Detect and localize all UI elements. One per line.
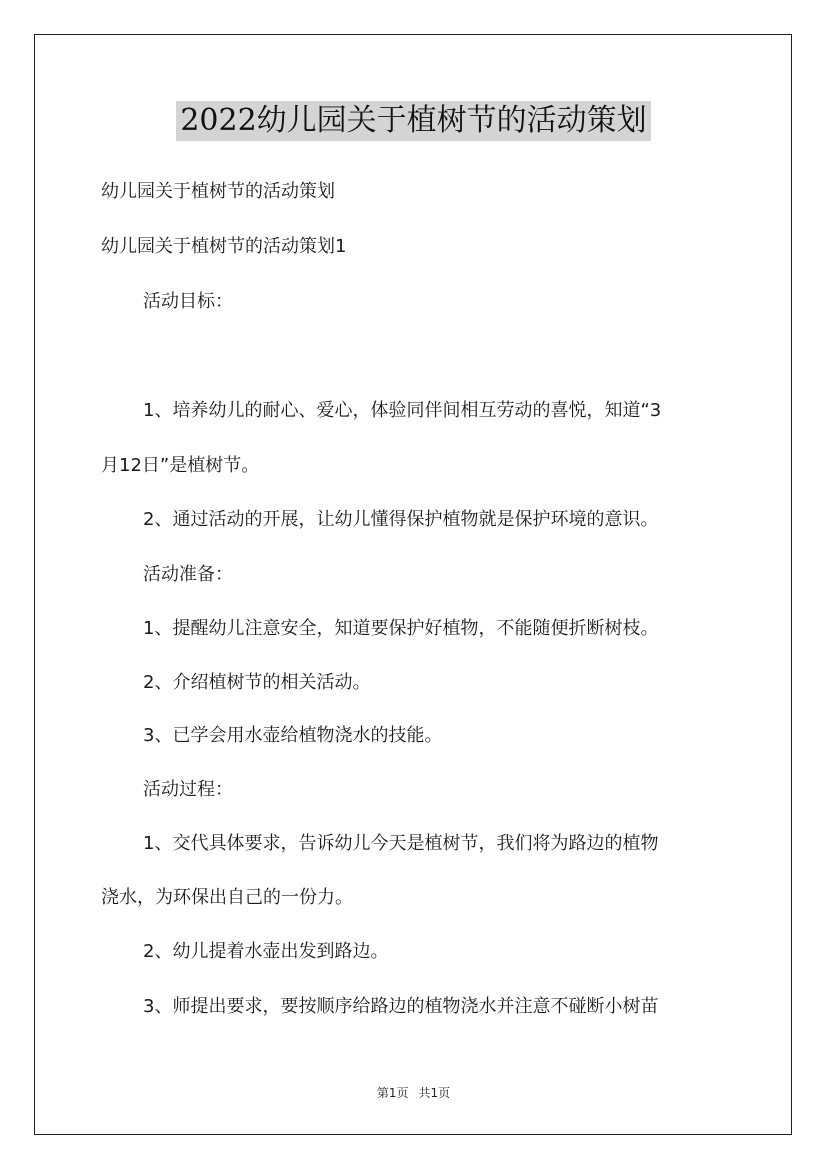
goal-2: 2、通过活动的开展，让幼儿懂得保护植物就是保护环境的意识。 bbox=[143, 509, 659, 530]
prep-3: 3、已学会用水壶给植物浇水的技能。 bbox=[143, 725, 443, 746]
subtitle-line: 幼儿园关于植树节的活动策划 bbox=[101, 181, 335, 202]
goal-1-line-1: 1、培养幼儿的耐心、爱心，体验同伴间相互劳动的喜悦，知道“3 bbox=[143, 400, 662, 421]
prep-2: 2、介绍植树节的相关活动。 bbox=[143, 672, 371, 693]
section-heading: 幼儿园关于植树节的活动策划1 bbox=[101, 236, 347, 257]
page-total: 共1页 bbox=[418, 1086, 451, 1100]
document-title: 2022幼儿园关于植树节的活动策划 bbox=[176, 101, 650, 141]
process-2: 2、幼儿提着水壶出发到路边。 bbox=[143, 941, 389, 962]
page-footer bbox=[0, 1085, 827, 1101]
process-3: 3、师提出要求，要按顺序给路边的植物浇水并注意不碰断小树苗 bbox=[143, 996, 659, 1017]
heading-preparation: 活动准备： bbox=[143, 564, 233, 585]
process-1-line-1: 1、交代具体要求，告诉幼儿今天是植树节，我们将为路边的植物 bbox=[143, 833, 659, 854]
heading-process: 活动过程： bbox=[143, 779, 233, 800]
title-container bbox=[0, 101, 827, 141]
heading-goals: 活动目标： bbox=[143, 291, 233, 312]
process-1-line-2: 浇水，为环保出自己的一份力。 bbox=[101, 887, 353, 908]
goal-1-line-2: 月12日”是植树节。 bbox=[101, 455, 260, 476]
page-number: 第1页 bbox=[376, 1086, 409, 1100]
prep-1: 1、提醒幼儿注意安全，知道要保护好植物，不能随便折断树枝。 bbox=[143, 618, 659, 639]
